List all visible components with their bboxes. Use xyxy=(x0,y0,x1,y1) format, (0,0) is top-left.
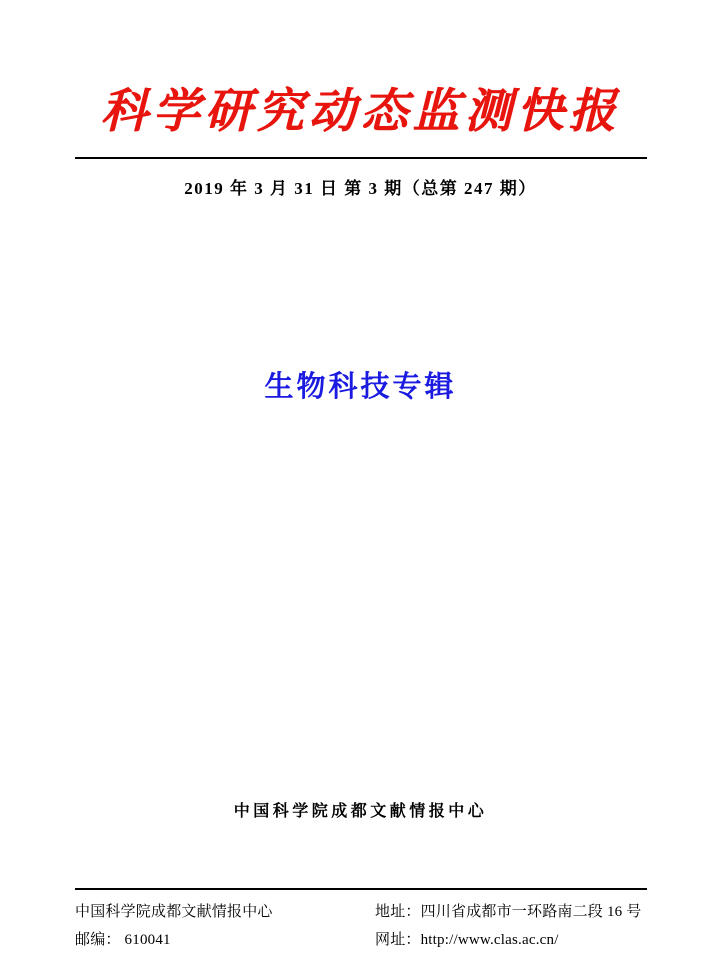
footer-website xyxy=(375,928,647,949)
footer-website-label: 网址： xyxy=(375,932,421,948)
footer-organization: 中国科学院成都文献情报中心 xyxy=(75,904,273,920)
footer-postcode: 邮编： 610041 xyxy=(75,932,171,948)
footer-divider xyxy=(75,888,647,890)
footer-address: 地址：四川省成都市一环路南二段 16 号 xyxy=(375,904,642,920)
header-divider xyxy=(75,157,647,159)
masthead xyxy=(0,86,721,139)
publication-title: 科学研究动态监测快报 xyxy=(100,84,621,139)
publisher-name: 中国科学院成都文献情报中心 xyxy=(233,803,488,820)
special-topic-title: 生物科技专辑 xyxy=(264,369,457,403)
footer-row-1 xyxy=(75,900,647,921)
issue-date-line: 2019 年 3 月 31 日 第 3 期（总第 247 期） xyxy=(184,179,537,198)
footer-row-2 xyxy=(75,928,647,949)
footer xyxy=(75,900,647,956)
footer-website-link[interactable]: http://www.clas.ac.cn/ xyxy=(420,932,559,948)
